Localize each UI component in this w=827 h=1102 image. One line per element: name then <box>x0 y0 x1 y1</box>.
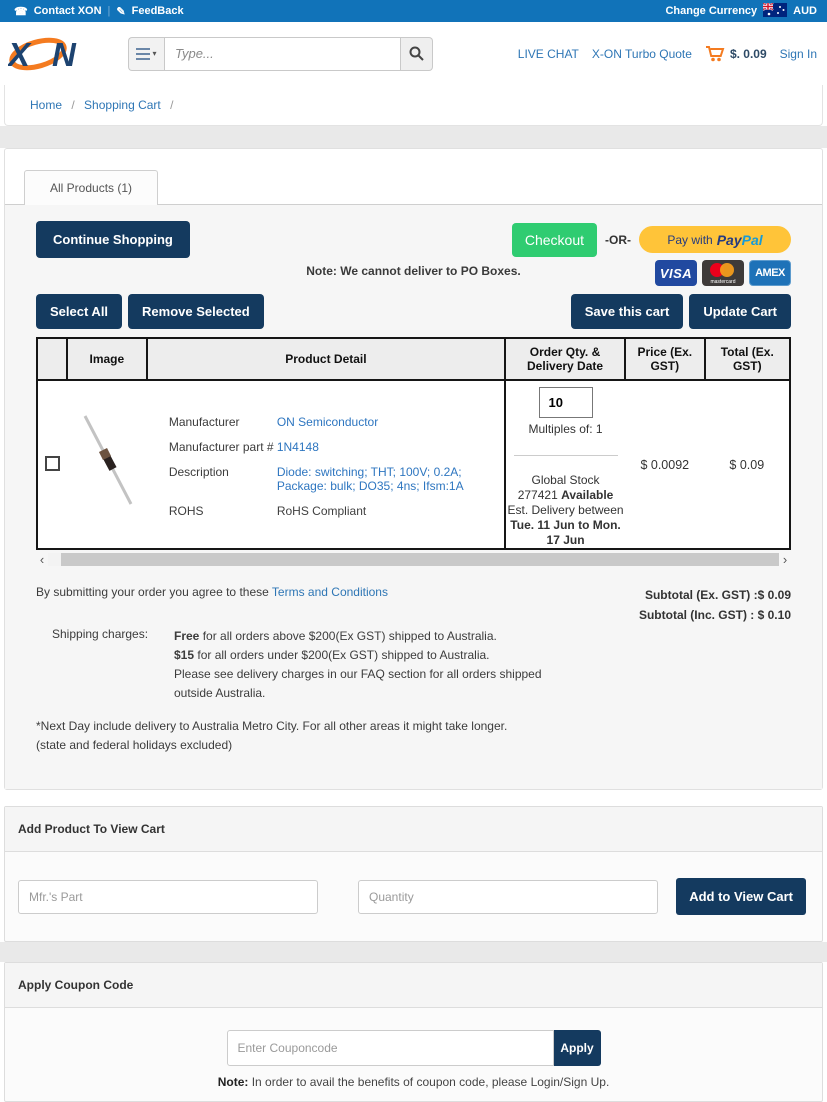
label-description: Description <box>168 465 229 479</box>
coupon-note: Note: In order to avail the benefits of coupon code, please Login/Sign Up. <box>217 1075 610 1089</box>
unit-price: $ 0.0092 <box>640 457 690 472</box>
visa-icon: VISA <box>655 260 697 286</box>
shipping-label: Shipping charges: <box>52 627 149 641</box>
shipping-charges <box>36 627 791 703</box>
shipping-line: Free for all orders above $200(Ex GST) shipped to Australia. <box>174 629 497 643</box>
breadcrumb-home[interactable]: Home <box>30 98 63 112</box>
phone-icon: ☎ <box>14 5 28 18</box>
coupon-section <box>4 962 823 1102</box>
cart-total: $. 0.09 <box>729 46 767 61</box>
search-bar <box>128 37 433 71</box>
page-divider <box>0 942 827 962</box>
breadcrumb-separator: / <box>170 98 174 112</box>
part-number-link[interactable]: 1N4148 <box>276 440 319 454</box>
shipping-line: $15 for all orders under $200(Ex GST) shipped to Australia. <box>174 648 490 662</box>
cart-item-row <box>37 380 790 549</box>
horizontal-scrollbar[interactable] <box>36 551 791 568</box>
terms-link[interactable]: Terms and Conditions <box>271 585 388 599</box>
search-button[interactable] <box>401 37 433 71</box>
update-cart-button[interactable]: Update Cart <box>689 294 791 329</box>
line-total: $ 0.09 <box>729 457 765 472</box>
divider: | <box>107 5 111 17</box>
amex-icon: AMEX <box>749 260 791 286</box>
header-image: Image <box>67 338 147 380</box>
coupon-code-input[interactable] <box>227 1030 554 1066</box>
header-total: Total (Ex. GST) <box>705 338 790 380</box>
contact-link[interactable]: Contact XON <box>33 5 102 17</box>
site-header <box>0 22 827 85</box>
tab-all-products[interactable]: All Products (1) <box>24 170 158 205</box>
terms-line: By submitting your order you agree to these Terms and Conditions <box>36 585 388 599</box>
product-image[interactable] <box>67 511 147 525</box>
cart-panel <box>5 204 822 789</box>
paypal-wordmark: PayPal <box>716 231 763 248</box>
save-cart-button[interactable]: Save this cart <box>571 294 684 329</box>
or-label: -OR- <box>605 232 631 247</box>
shipping-line: Please see delivery charges in our FAQ section for all orders shipped outside Australia. <box>174 667 542 700</box>
breadcrumb-separator: / <box>71 98 75 112</box>
header-checkbox-col <box>37 338 67 380</box>
table-header-row <box>37 338 790 380</box>
checkout-button[interactable]: Checkout <box>512 223 597 257</box>
sign-in-link[interactable]: Sign In <box>779 46 817 61</box>
scroll-left-icon[interactable]: ‹ <box>39 552 45 567</box>
next-day-note: *Next Day include delivery to Australia Metro City. For all other areas it might take longer. <box>36 719 508 733</box>
page-divider <box>0 126 827 148</box>
add-product-title: Add Product To View Cart <box>5 807 822 852</box>
continue-shopping-button[interactable]: Continue Shopping <box>36 221 190 258</box>
cart-table <box>36 337 791 550</box>
accepted-cards <box>655 260 791 286</box>
scrollbar-thumb[interactable] <box>61 553 779 566</box>
search-input[interactable] <box>164 37 401 71</box>
cart-summary[interactable] <box>705 45 767 62</box>
mfr-part-input[interactable] <box>18 880 318 914</box>
description-link[interactable]: Diode: switching; THT; 100V; 0.2A; Package: bulk; DO35; 4ns; Ifsm:1A <box>276 465 464 493</box>
holidays-note: (state and federal holidays excluded) <box>36 738 233 752</box>
multiples-of: Multiples of: 1 <box>528 422 603 436</box>
paypal-button[interactable] <box>639 226 791 253</box>
list-icon <box>136 48 150 60</box>
quantity-input[interactable] <box>539 387 593 418</box>
australia-flag-icon <box>763 3 787 20</box>
chevron-down-icon: ▾ <box>152 49 157 58</box>
turbo-quote-link[interactable]: X-ON Turbo Quote <box>591 46 692 61</box>
delivery-dates: Tue. 11 Jun to Mon. 17 Jun <box>510 518 621 547</box>
label-manufacturer: Manufacturer <box>168 415 240 429</box>
add-to-view-cart-button[interactable]: Add to View Cart <box>676 878 806 915</box>
breadcrumb-shopping-cart[interactable]: Shopping Cart <box>84 98 161 112</box>
scroll-right-icon[interactable]: › <box>782 552 788 567</box>
apply-coupon-button[interactable]: Apply <box>554 1030 601 1066</box>
stock-delivery-info: Global Stock 277421 Available Est. Delivery between Tue. 11 Jun to Mon. 17 Jun <box>507 473 624 547</box>
po-box-note: Note: We cannot deliver to PO Boxes. <box>306 264 521 278</box>
coupon-title: Apply Coupon Code <box>5 963 822 1008</box>
xon-logo[interactable] <box>8 34 86 74</box>
quantity-input-add[interactable] <box>358 880 658 914</box>
cart-card <box>4 148 823 790</box>
svg-text:X: X <box>8 35 31 73</box>
top-bar <box>0 0 827 22</box>
divider <box>514 455 618 456</box>
item-checkbox[interactable] <box>45 456 60 471</box>
header-price: Price (Ex. GST) <box>625 338 705 380</box>
rohs-value: RoHS Compliant <box>276 504 367 518</box>
select-all-button[interactable]: Select All <box>36 294 122 329</box>
currency-code[interactable]: AUD <box>793 5 817 17</box>
paypal-pay-with: Pay with <box>667 232 713 247</box>
search-icon <box>409 46 424 61</box>
header-product-detail: Product Detail <box>147 338 505 380</box>
scrollbar-track[interactable] <box>48 553 779 566</box>
label-rohs: ROHS <box>168 504 204 518</box>
cart-icon <box>705 45 725 62</box>
subtotal-inc-gst: Subtotal (Inc. GST) : $ 0.10 <box>638 608 791 622</box>
svg-text:N: N <box>52 35 76 73</box>
add-product-section <box>4 806 823 942</box>
remove-selected-button[interactable]: Remove Selected <box>128 294 264 329</box>
mastercard-icon: mastercard <box>702 260 744 286</box>
live-chat-link[interactable]: LIVE CHAT <box>517 46 579 61</box>
subtotal-ex-gst: Subtotal (Ex. GST) :$ 0.09 <box>644 588 791 602</box>
breadcrumb <box>4 85 823 126</box>
feedback-link[interactable]: FeedBack <box>131 5 184 17</box>
search-category-dropdown[interactable] <box>128 37 164 71</box>
manufacturer-link[interactable]: ON Semiconductor <box>276 415 379 429</box>
change-currency-link[interactable]: Change Currency <box>665 5 758 17</box>
feedback-icon: ✎ <box>116 5 126 18</box>
header-order-qty: Order Qty. & Delivery Date <box>505 338 625 380</box>
label-part-number: Manufacturer part # <box>168 440 274 454</box>
